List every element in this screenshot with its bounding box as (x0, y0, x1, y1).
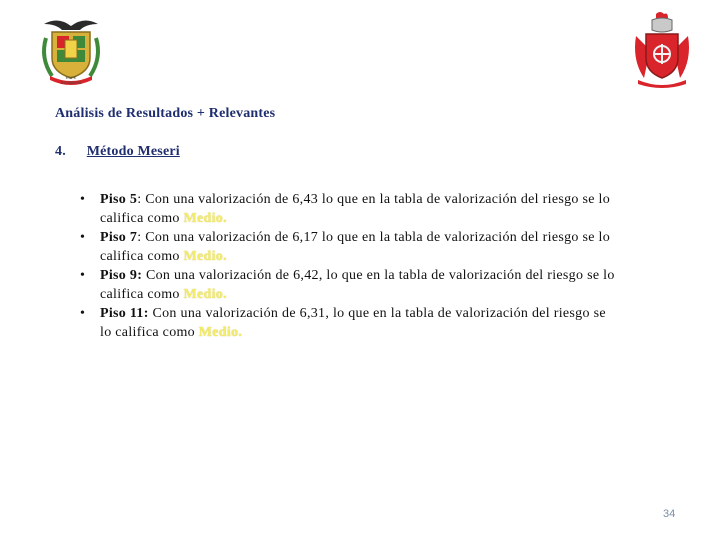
risk-level: Medio. (183, 249, 227, 264)
slide-heading: Análisis de Resultados + Relevantes (55, 106, 276, 121)
list-item (78, 266, 658, 304)
risk-level: Medio. (183, 287, 227, 302)
list-item (78, 304, 658, 342)
floor-label: Piso 9 (100, 268, 138, 283)
section-title-text: Método Meseri (86, 144, 180, 159)
floor-label: Piso 5 (100, 192, 138, 207)
military-coat-of-arms-icon (630, 10, 694, 90)
item-text-cont: califica como (100, 249, 184, 264)
item-text: Con una valorización de 6,42, lo que en la tabla de valorización del riesgo se lo (142, 268, 615, 283)
bullet-marker: • (80, 306, 86, 321)
list-item (78, 228, 658, 266)
item-text-cont: lo califica como (100, 325, 199, 340)
floor-label-colon: : (137, 268, 143, 283)
item-text: Con una valorización de 6,31, lo que en la tabla de valorización del riesgo se (148, 306, 606, 321)
bullet-marker: • (80, 268, 86, 283)
item-text: : Con una valorización de 6,43 lo que en la tabla de valorización del riesgo se lo (137, 192, 611, 207)
section-number: 4. (55, 144, 66, 159)
left-logo-caption-line1: ESPE (65, 75, 77, 80)
page-number: 34 (663, 508, 676, 520)
left-logo-caption (52, 75, 90, 85)
item-text-cont: califica como (100, 211, 184, 226)
results-list (78, 190, 658, 342)
floor-label-colon: : (143, 306, 149, 321)
floor-label: Piso 7 (100, 230, 138, 245)
bullet-marker: • (80, 230, 86, 245)
bullet-marker: • (80, 192, 86, 207)
item-text: : Con una valorización de 6,17 lo que en la tabla de valorización del riesgo se lo (137, 230, 611, 245)
risk-level: Medio. (198, 325, 243, 340)
floor-label: Piso 11 (100, 306, 144, 321)
left-logo-caption-line2: ECUADOR (60, 80, 81, 85)
list-item (78, 190, 658, 228)
item-text-cont: califica como (100, 287, 184, 302)
risk-level: Medio. (183, 211, 227, 226)
section-title (55, 144, 180, 160)
